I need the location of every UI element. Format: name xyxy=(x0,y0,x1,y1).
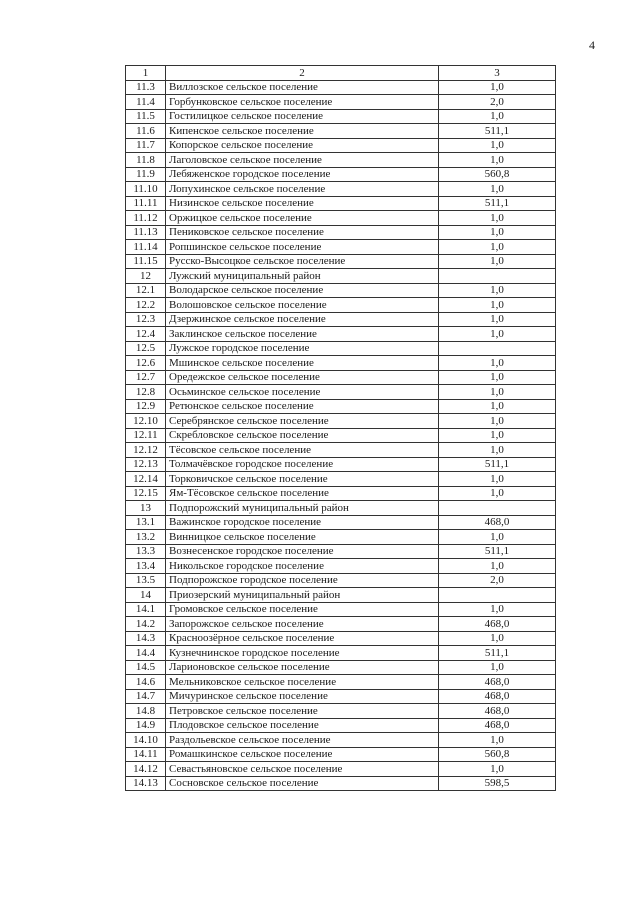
table-row xyxy=(126,428,556,443)
table-row xyxy=(126,80,556,95)
table-row xyxy=(126,124,556,139)
table-row xyxy=(126,414,556,429)
row-number-cell: 14.1 xyxy=(126,602,166,617)
table-row xyxy=(126,254,556,269)
table-row xyxy=(126,399,556,414)
row-number-cell: 12.4 xyxy=(126,327,166,342)
row-name-cell: Заклинское сельское поселение xyxy=(166,327,439,342)
table-row xyxy=(126,211,556,226)
row-name-cell: Подпорожский муниципальный район xyxy=(166,501,439,516)
row-name-cell: Громовское сельское поселение xyxy=(166,602,439,617)
row-number-cell: 14.8 xyxy=(126,704,166,719)
row-name-cell: Запорожское сельское поселение xyxy=(166,617,439,632)
row-number-cell: 11.15 xyxy=(126,254,166,269)
row-name-cell: Кузнечнинское городское поселение xyxy=(166,646,439,661)
row-name-cell: Важинское городское поселение xyxy=(166,515,439,530)
table-row xyxy=(126,370,556,385)
row-value-cell: 468,0 xyxy=(439,675,556,690)
row-value-cell: 1,0 xyxy=(439,211,556,226)
row-name-cell: Русско-Высоцкое сельское поселение xyxy=(166,254,439,269)
row-value-cell: 468,0 xyxy=(439,718,556,733)
table-row xyxy=(126,747,556,762)
row-number-cell: 12.5 xyxy=(126,341,166,356)
row-value-cell xyxy=(439,269,556,284)
row-value-cell: 1,0 xyxy=(439,240,556,255)
row-number-cell: 12.13 xyxy=(126,457,166,472)
table-row xyxy=(126,153,556,168)
table-row xyxy=(126,341,556,356)
table-row xyxy=(126,689,556,704)
row-number-cell: 12.8 xyxy=(126,385,166,400)
row-number-cell: 14.5 xyxy=(126,660,166,675)
row-value-cell: 560,8 xyxy=(439,167,556,182)
row-value-cell: 1,0 xyxy=(439,298,556,313)
row-number-cell: 12.15 xyxy=(126,486,166,501)
row-name-cell: Пениковское сельское поселение xyxy=(166,225,439,240)
table-row xyxy=(126,472,556,487)
row-value-cell: 1,0 xyxy=(439,385,556,400)
row-value-cell: 468,0 xyxy=(439,689,556,704)
row-number-cell: 14.4 xyxy=(126,646,166,661)
row-number-cell: 11.5 xyxy=(126,109,166,124)
row-name-cell: Севастьяновское сельское поселение xyxy=(166,762,439,777)
header-row xyxy=(126,66,556,81)
table-row xyxy=(126,269,556,284)
row-value-cell xyxy=(439,341,556,356)
table-row xyxy=(126,385,556,400)
table-row xyxy=(126,443,556,458)
row-number-cell: 13.3 xyxy=(126,544,166,559)
row-name-cell: Лопухинское сельское поселение xyxy=(166,182,439,197)
table-row xyxy=(126,486,556,501)
row-value-cell: 1,0 xyxy=(439,225,556,240)
row-number-cell: 11.7 xyxy=(126,138,166,153)
row-name-cell: Гостилицкое сельское поселение xyxy=(166,109,439,124)
row-number-cell: 12.12 xyxy=(126,443,166,458)
row-value-cell: 1,0 xyxy=(439,602,556,617)
row-number-cell: 14.7 xyxy=(126,689,166,704)
row-value-cell: 1,0 xyxy=(439,312,556,327)
row-name-cell: Лебяженское городское поселение xyxy=(166,167,439,182)
row-name-cell: Ретюнское сельское поселение xyxy=(166,399,439,414)
row-number-cell: 12 xyxy=(126,269,166,284)
row-value-cell: 511,1 xyxy=(439,196,556,211)
row-value-cell: 511,1 xyxy=(439,646,556,661)
row-name-cell: Сосновское сельское поселение xyxy=(166,776,439,791)
row-number-cell: 11.11 xyxy=(126,196,166,211)
row-value-cell: 468,0 xyxy=(439,617,556,632)
row-name-cell: Тёсовское сельское поселение xyxy=(166,443,439,458)
row-value-cell: 1,0 xyxy=(439,153,556,168)
row-name-cell: Петровское сельское поселение xyxy=(166,704,439,719)
row-number-cell: 14.9 xyxy=(126,718,166,733)
table-row xyxy=(126,530,556,545)
row-number-cell: 14.13 xyxy=(126,776,166,791)
row-value-cell xyxy=(439,501,556,516)
row-name-cell: Мшинское сельское поселение xyxy=(166,356,439,371)
table-row xyxy=(126,762,556,777)
row-value-cell: 1,0 xyxy=(439,109,556,124)
row-number-cell: 11.13 xyxy=(126,225,166,240)
row-name-cell: Лаголовское сельское поселение xyxy=(166,153,439,168)
row-number-cell: 12.9 xyxy=(126,399,166,414)
row-number-cell: 11.3 xyxy=(126,80,166,95)
table-row xyxy=(126,327,556,342)
row-value-cell: 1,0 xyxy=(439,762,556,777)
row-name-cell: Подпорожское городское поселение xyxy=(166,573,439,588)
row-name-cell: Дзержинское сельское поселение xyxy=(166,312,439,327)
row-value-cell: 1,0 xyxy=(439,356,556,371)
row-name-cell: Приозерский муниципальный район xyxy=(166,588,439,603)
row-value-cell xyxy=(439,588,556,603)
row-number-cell: 12.6 xyxy=(126,356,166,371)
row-value-cell: 1,0 xyxy=(439,138,556,153)
row-value-cell: 1,0 xyxy=(439,283,556,298)
row-name-cell: Винницкое сельское поселение xyxy=(166,530,439,545)
row-value-cell: 1,0 xyxy=(439,399,556,414)
row-name-cell: Низинское сельское поселение xyxy=(166,196,439,211)
row-number-cell: 14 xyxy=(126,588,166,603)
header-cell-value: 3 xyxy=(439,66,556,81)
header-cell-num: 1 xyxy=(126,66,166,81)
row-name-cell: Ропшинское сельское поселение xyxy=(166,240,439,255)
row-value-cell: 1,0 xyxy=(439,660,556,675)
row-number-cell: 12.2 xyxy=(126,298,166,313)
row-number-cell: 14.12 xyxy=(126,762,166,777)
row-name-cell: Лужское городское поселение xyxy=(166,341,439,356)
table-row xyxy=(126,646,556,661)
table-row xyxy=(126,298,556,313)
row-name-cell: Кипенское сельское поселение xyxy=(166,124,439,139)
table-row xyxy=(126,312,556,327)
row-number-cell: 11.10 xyxy=(126,182,166,197)
page-number: 4 xyxy=(589,38,595,52)
row-name-cell: Никольское городское поселение xyxy=(166,559,439,574)
row-value-cell: 1,0 xyxy=(439,182,556,197)
row-value-cell: 1,0 xyxy=(439,428,556,443)
row-name-cell: Копорское сельское поселение xyxy=(166,138,439,153)
row-name-cell: Осьминское сельское поселение xyxy=(166,385,439,400)
row-number-cell: 13.5 xyxy=(126,573,166,588)
row-number-cell: 12.3 xyxy=(126,312,166,327)
table-row xyxy=(126,196,556,211)
row-name-cell: Володарское сельское поселение xyxy=(166,283,439,298)
row-name-cell: Волошовское сельское поселение xyxy=(166,298,439,313)
row-number-cell: 14.6 xyxy=(126,675,166,690)
row-number-cell: 11.12 xyxy=(126,211,166,226)
row-name-cell: Горбунковское сельское поселение xyxy=(166,95,439,110)
table-row xyxy=(126,457,556,472)
table-row xyxy=(126,602,556,617)
table-row xyxy=(126,776,556,791)
row-value-cell: 1,0 xyxy=(439,559,556,574)
row-name-cell: Мичуринское сельское поселение xyxy=(166,689,439,704)
row-value-cell: 511,1 xyxy=(439,544,556,559)
row-name-cell: Красноозёрное сельское поселение xyxy=(166,631,439,646)
row-name-cell: Толмачёвское городское поселение xyxy=(166,457,439,472)
row-number-cell: 11.8 xyxy=(126,153,166,168)
row-name-cell: Вознесенское городское поселение xyxy=(166,544,439,559)
table-row xyxy=(126,544,556,559)
row-value-cell: 1,0 xyxy=(439,327,556,342)
row-value-cell: 1,0 xyxy=(439,80,556,95)
row-value-cell: 598,5 xyxy=(439,776,556,791)
row-name-cell: Мельниковское сельское поселение xyxy=(166,675,439,690)
table-row xyxy=(126,704,556,719)
row-number-cell: 11.14 xyxy=(126,240,166,255)
table-row xyxy=(126,109,556,124)
row-value-cell: 1,0 xyxy=(439,472,556,487)
row-value-cell: 1,0 xyxy=(439,631,556,646)
row-name-cell: Ромашкинское сельское поселение xyxy=(166,747,439,762)
row-name-cell: Лужский муниципальный район xyxy=(166,269,439,284)
row-number-cell: 11.4 xyxy=(126,95,166,110)
row-value-cell: 468,0 xyxy=(439,704,556,719)
row-number-cell: 13 xyxy=(126,501,166,516)
row-number-cell: 12.7 xyxy=(126,370,166,385)
row-number-cell: 11.9 xyxy=(126,167,166,182)
table-row xyxy=(126,631,556,646)
row-number-cell: 14.10 xyxy=(126,733,166,748)
row-value-cell: 468,0 xyxy=(439,515,556,530)
table-row xyxy=(126,588,556,603)
row-value-cell: 2,0 xyxy=(439,95,556,110)
table-row xyxy=(126,225,556,240)
row-name-cell: Плодовское сельское поселение xyxy=(166,718,439,733)
row-value-cell: 1,0 xyxy=(439,443,556,458)
row-name-cell: Виллозское сельское поселение xyxy=(166,80,439,95)
row-number-cell: 11.6 xyxy=(126,124,166,139)
row-number-cell: 12.10 xyxy=(126,414,166,429)
row-number-cell: 13.4 xyxy=(126,559,166,574)
row-value-cell: 560,8 xyxy=(439,747,556,762)
table-row xyxy=(126,167,556,182)
row-name-cell: Торковичское сельское поселение xyxy=(166,472,439,487)
table-row xyxy=(126,675,556,690)
row-number-cell: 12.14 xyxy=(126,472,166,487)
row-value-cell: 511,1 xyxy=(439,124,556,139)
row-value-cell: 1,0 xyxy=(439,486,556,501)
row-number-cell: 12.1 xyxy=(126,283,166,298)
table-row xyxy=(126,182,556,197)
data-table xyxy=(125,65,556,791)
table-row xyxy=(126,138,556,153)
row-value-cell: 511,1 xyxy=(439,457,556,472)
table-row xyxy=(126,356,556,371)
table-row xyxy=(126,515,556,530)
table-row xyxy=(126,660,556,675)
row-number-cell: 12.11 xyxy=(126,428,166,443)
row-name-cell: Ларионовское сельское поселение xyxy=(166,660,439,675)
row-value-cell: 1,0 xyxy=(439,530,556,545)
row-name-cell: Оредежское сельское поселение xyxy=(166,370,439,385)
table-row xyxy=(126,501,556,516)
table-row xyxy=(126,733,556,748)
row-name-cell: Серебрянское сельское поселение xyxy=(166,414,439,429)
table-row xyxy=(126,718,556,733)
table-body xyxy=(126,66,556,791)
row-number-cell: 14.11 xyxy=(126,747,166,762)
row-name-cell: Ям-Тёсовское сельское поселение xyxy=(166,486,439,501)
table-row xyxy=(126,573,556,588)
table-row xyxy=(126,283,556,298)
row-value-cell: 1,0 xyxy=(439,370,556,385)
table-row xyxy=(126,95,556,110)
row-name-cell: Оржицкое сельское поселение xyxy=(166,211,439,226)
row-value-cell: 1,0 xyxy=(439,254,556,269)
row-number-cell: 14.3 xyxy=(126,631,166,646)
table-row xyxy=(126,617,556,632)
table-row xyxy=(126,559,556,574)
row-number-cell: 14.2 xyxy=(126,617,166,632)
row-name-cell: Раздольевское сельское поселение xyxy=(166,733,439,748)
row-value-cell: 2,0 xyxy=(439,573,556,588)
row-number-cell: 13.2 xyxy=(126,530,166,545)
row-value-cell: 1,0 xyxy=(439,414,556,429)
row-value-cell: 1,0 xyxy=(439,733,556,748)
table-row xyxy=(126,240,556,255)
header-cell-name: 2 xyxy=(166,66,439,81)
row-number-cell: 13.1 xyxy=(126,515,166,530)
row-name-cell: Скребловское сельское поселение xyxy=(166,428,439,443)
